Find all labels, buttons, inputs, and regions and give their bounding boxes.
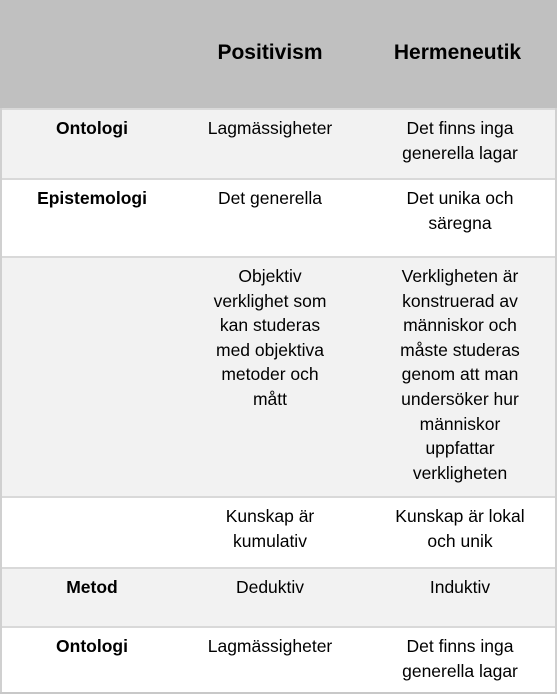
cell-positivism: Det generella bbox=[217, 188, 323, 208]
row-label: Metod bbox=[66, 577, 118, 597]
row-label: Ontologi bbox=[56, 636, 128, 656]
row-separator bbox=[2, 496, 555, 498]
cell-hermeneutik: Det finns inga generella lagar bbox=[402, 636, 518, 681]
table-row bbox=[2, 496, 555, 567]
header-positivism: Positivism bbox=[217, 41, 323, 64]
cell-hermeneutik: Kunskap är lokal och unik bbox=[395, 506, 525, 551]
cell-positivism: Objektiv verklighet som kan studeras med objektiva metoder och mått bbox=[213, 266, 327, 409]
cell-hermeneutik: Det unika och säregna bbox=[406, 188, 514, 233]
cell-hermeneutik: Verkligheten är konstruerad av människor och måste studeras genom att man undersöker hur människor uppfattar verkligheten bbox=[400, 266, 520, 483]
row-separator bbox=[2, 256, 555, 258]
row-separator bbox=[2, 567, 555, 569]
cell-positivism: Lagmässigheter bbox=[207, 118, 333, 138]
row-label: Epistemologi bbox=[37, 188, 147, 208]
cell-positivism: Deduktiv bbox=[235, 577, 305, 597]
header-hermeneutik: Hermeneutik bbox=[393, 41, 522, 64]
cell-hermeneutik: Induktiv bbox=[429, 577, 491, 597]
table-header bbox=[0, 0, 557, 108]
cell-positivism: Kunskap är kumulativ bbox=[225, 506, 315, 551]
row-label: Ontologi bbox=[56, 118, 128, 138]
table-left-border bbox=[0, 108, 2, 694]
table-row bbox=[2, 567, 555, 626]
table-row bbox=[2, 256, 555, 496]
table-row bbox=[2, 626, 555, 692]
row-separator bbox=[2, 178, 555, 180]
cell-positivism: Lagmässigheter bbox=[207, 636, 333, 656]
row-separator bbox=[2, 108, 555, 110]
table-row bbox=[2, 178, 555, 256]
row-separator bbox=[2, 626, 555, 628]
table-row bbox=[2, 108, 555, 178]
cell-hermeneutik: Det finns inga generella lagar bbox=[402, 118, 518, 163]
